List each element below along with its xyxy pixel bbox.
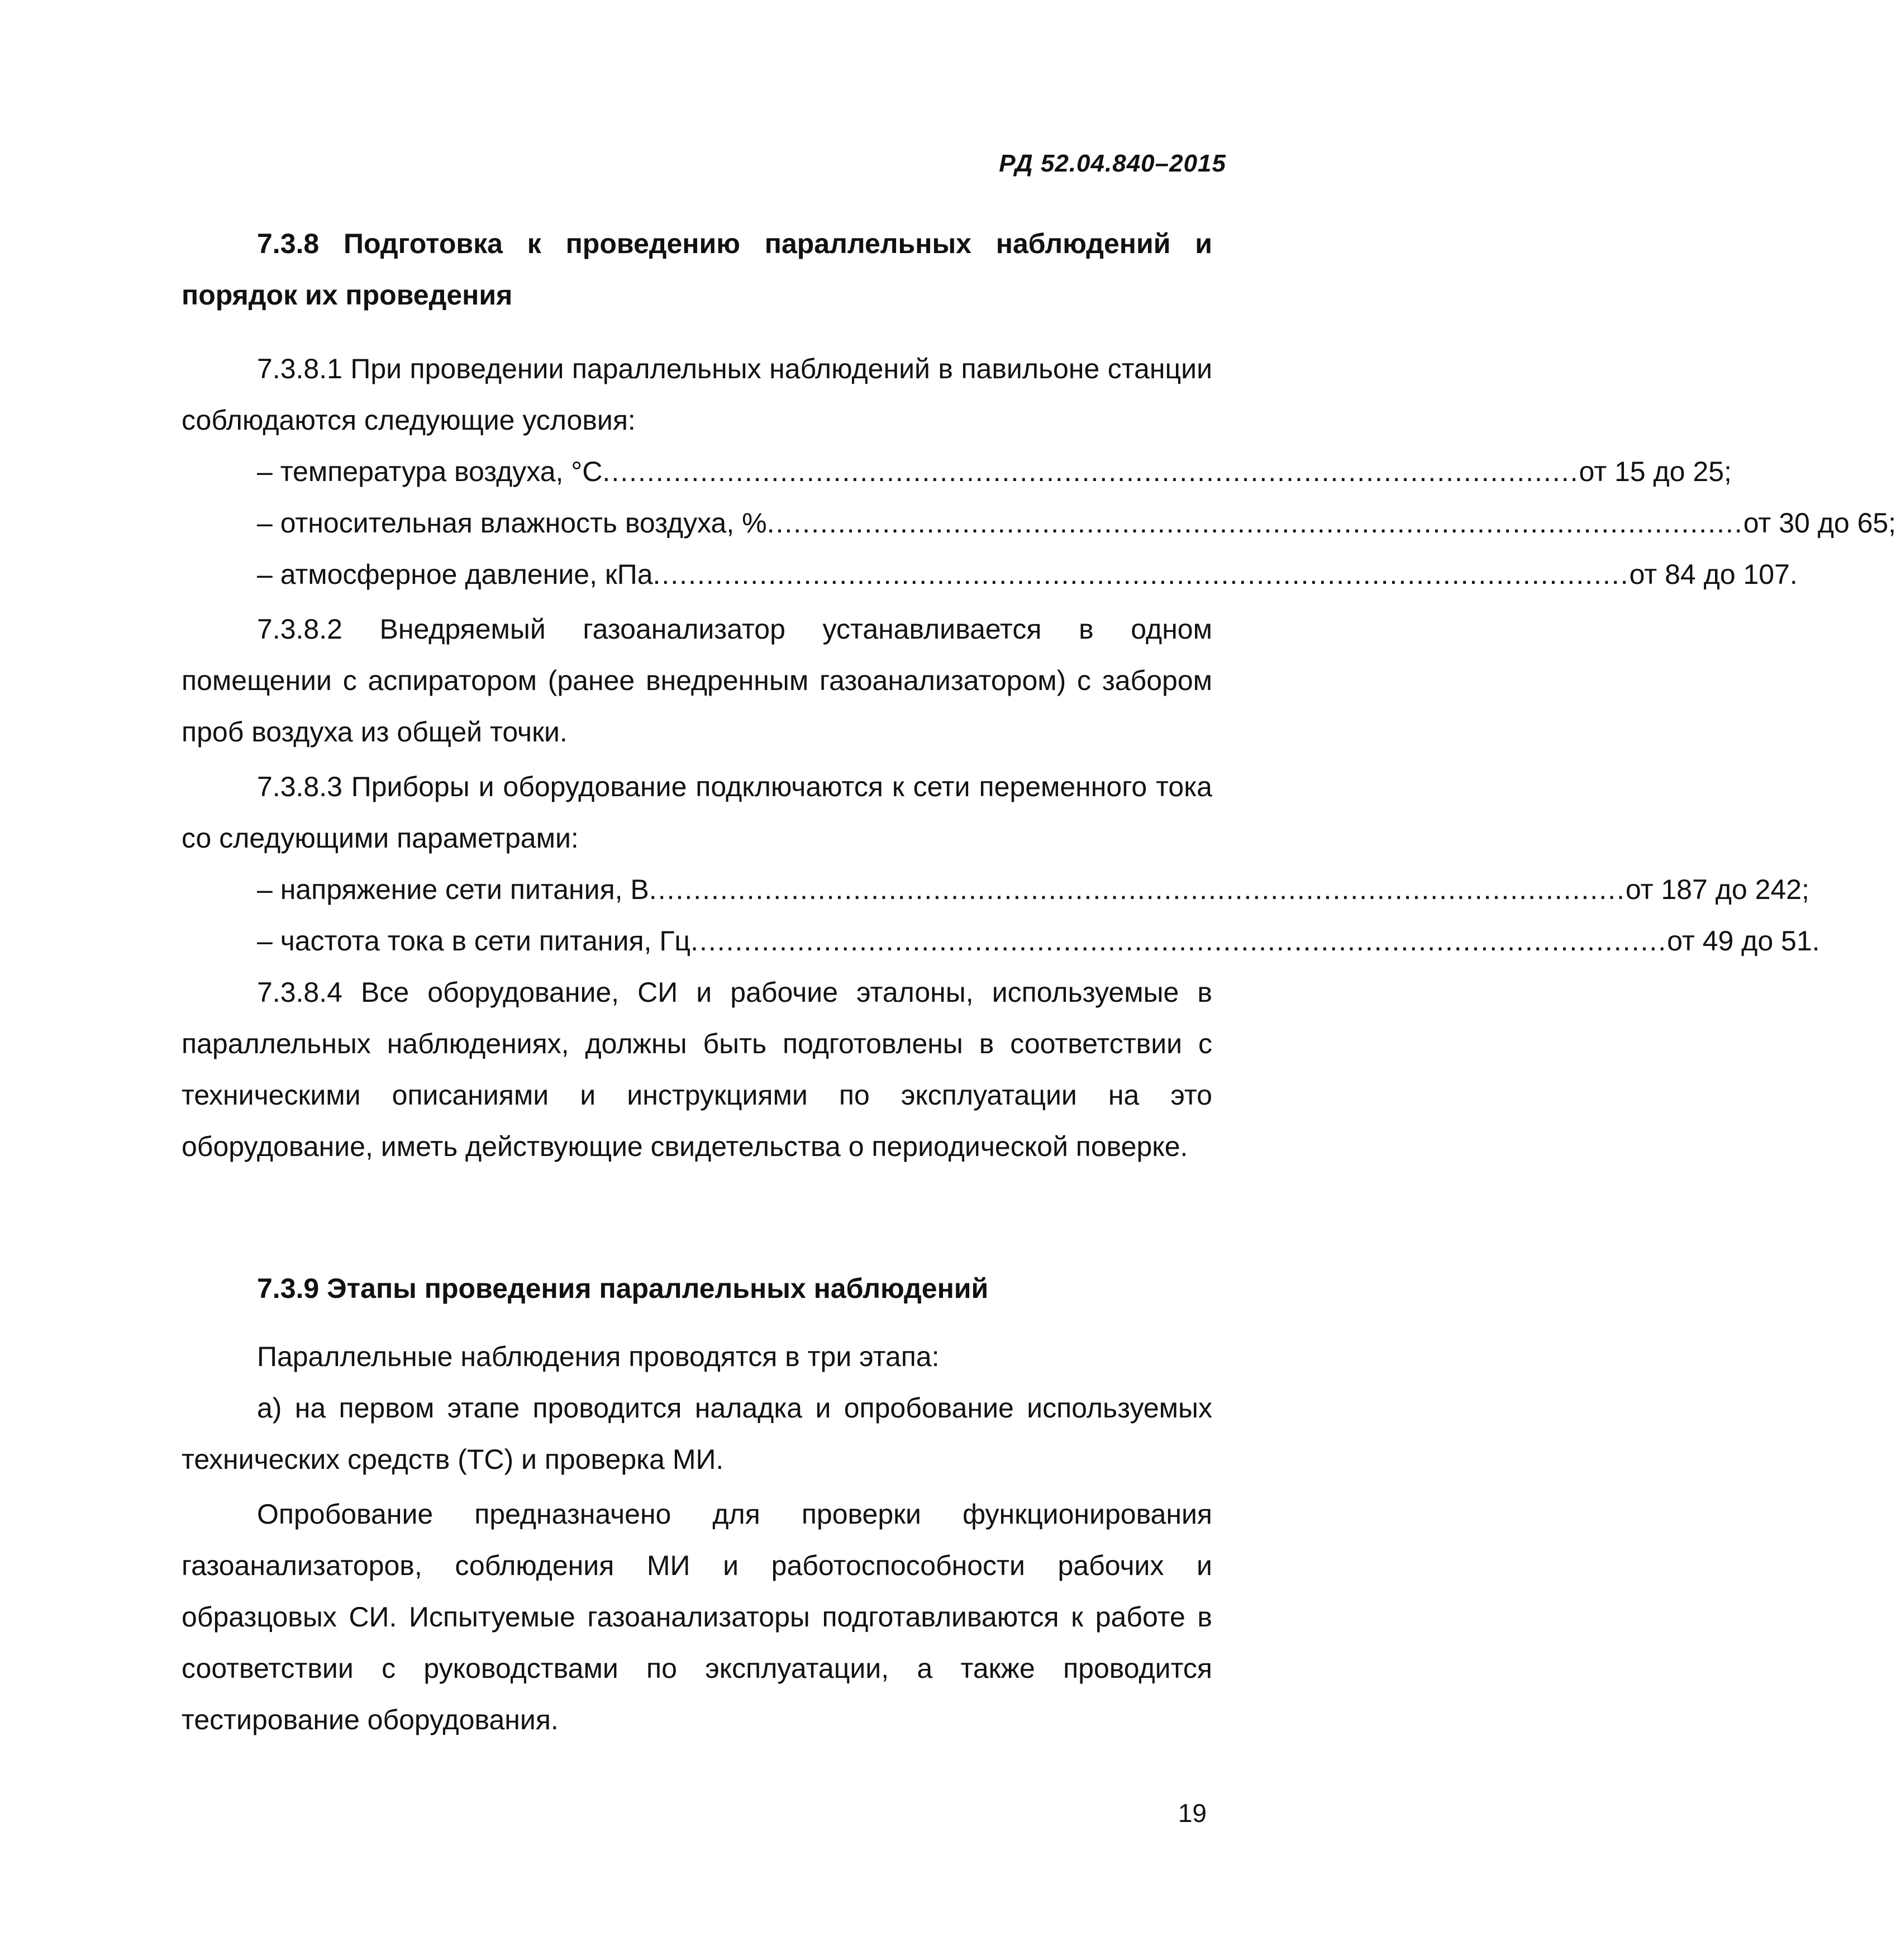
section-7-3-8: [182, 218, 1896, 1172]
condition-label: – атмосферное давление, кПа: [257, 559, 653, 590]
power-frequency: [182, 915, 1820, 967]
section-heading: 7.3.9 Этапы проведения параллельных наблюдений: [257, 1273, 989, 1304]
leader-dots: ..............................................................................................................: [649, 874, 1626, 905]
leader-dots: ..............................................................................................................: [602, 456, 1579, 487]
paragraph-stages-intro: Параллельные наблюдения проводятся в три этапа:: [257, 1341, 940, 1372]
condition-value: от 30 до 65;: [1743, 507, 1896, 539]
power-label: – напряжение сети питания, В: [257, 874, 649, 905]
condition-pressure: [182, 549, 1798, 600]
power-label: – частота тока в сети питания, Гц: [257, 925, 691, 957]
leader-dots: ..............................................................................................................: [652, 559, 1630, 590]
document-code: РД 52.04.840–2015: [999, 150, 1226, 177]
condition-value: от 84 до 107.: [1629, 559, 1798, 590]
paragraph-7-3-8-3: 7.3.8.3 Приборы и оборудование подключаются к сети переменного тока со следующими параметрами:: [182, 771, 1212, 854]
section-heading: 7.3.8 Подготовка к проведению параллельных наблюдений и порядок их проведения: [182, 228, 1212, 311]
paragraph-stage-a: а) на первом этапе проводится наладка и опробование используемых технических средств (ТС) и проверка МИ.: [182, 1392, 1212, 1475]
power-value: от 187 до 242;: [1625, 874, 1809, 905]
condition-temperature: [182, 446, 1732, 497]
power-value: от 49 до 51.: [1667, 925, 1820, 957]
condition-label: – температура воздуха, °С: [257, 456, 603, 487]
condition-humidity: [182, 497, 1896, 549]
section-7-3-9: [182, 1263, 1212, 1745]
power-voltage: [182, 864, 1809, 915]
paragraph-7-3-8-4: 7.3.8.4 Все оборудование, СИ и рабочие эталоны, используемые в параллельных наблюдениях, должны быть подготовлены в соответствии с техническими описаниями и инструкциями по эксплуатации на это оборудование, иметь действующие свидетельства о периодической поверке.: [182, 977, 1212, 1162]
condition-value: от 15 до 25;: [1579, 456, 1732, 487]
leader-dots: ..............................................................................................................: [766, 507, 1743, 539]
paragraph-7-3-8-2: 7.3.8.2 Внедряемый газоанализатор устанавливается в одном помещении с аспиратором (ранее внедренным газоанализатором) с забором проб воздуха из общей точки.: [182, 613, 1212, 748]
page-number: 19: [1178, 1799, 1207, 1828]
leader-dots: ..............................................................................................................: [690, 925, 1668, 957]
paragraph-testing: Опробование предназначено для проверки функционирования газоанализаторов, соблюдения МИ и работоспособности рабочих и образцовых СИ. Испытуемые газоанализаторы подготавливаются к работе в соответствии с руководствами по эксплуатации, а также проводится тестирование оборудования.: [182, 1498, 1212, 1735]
condition-label: – относительная влажность воздуха, %: [257, 507, 767, 539]
paragraph-7-3-8-1: 7.3.8.1 При проведении параллельных наблюдений в павильоне станции соблюдаются следующие условия:: [182, 353, 1212, 436]
